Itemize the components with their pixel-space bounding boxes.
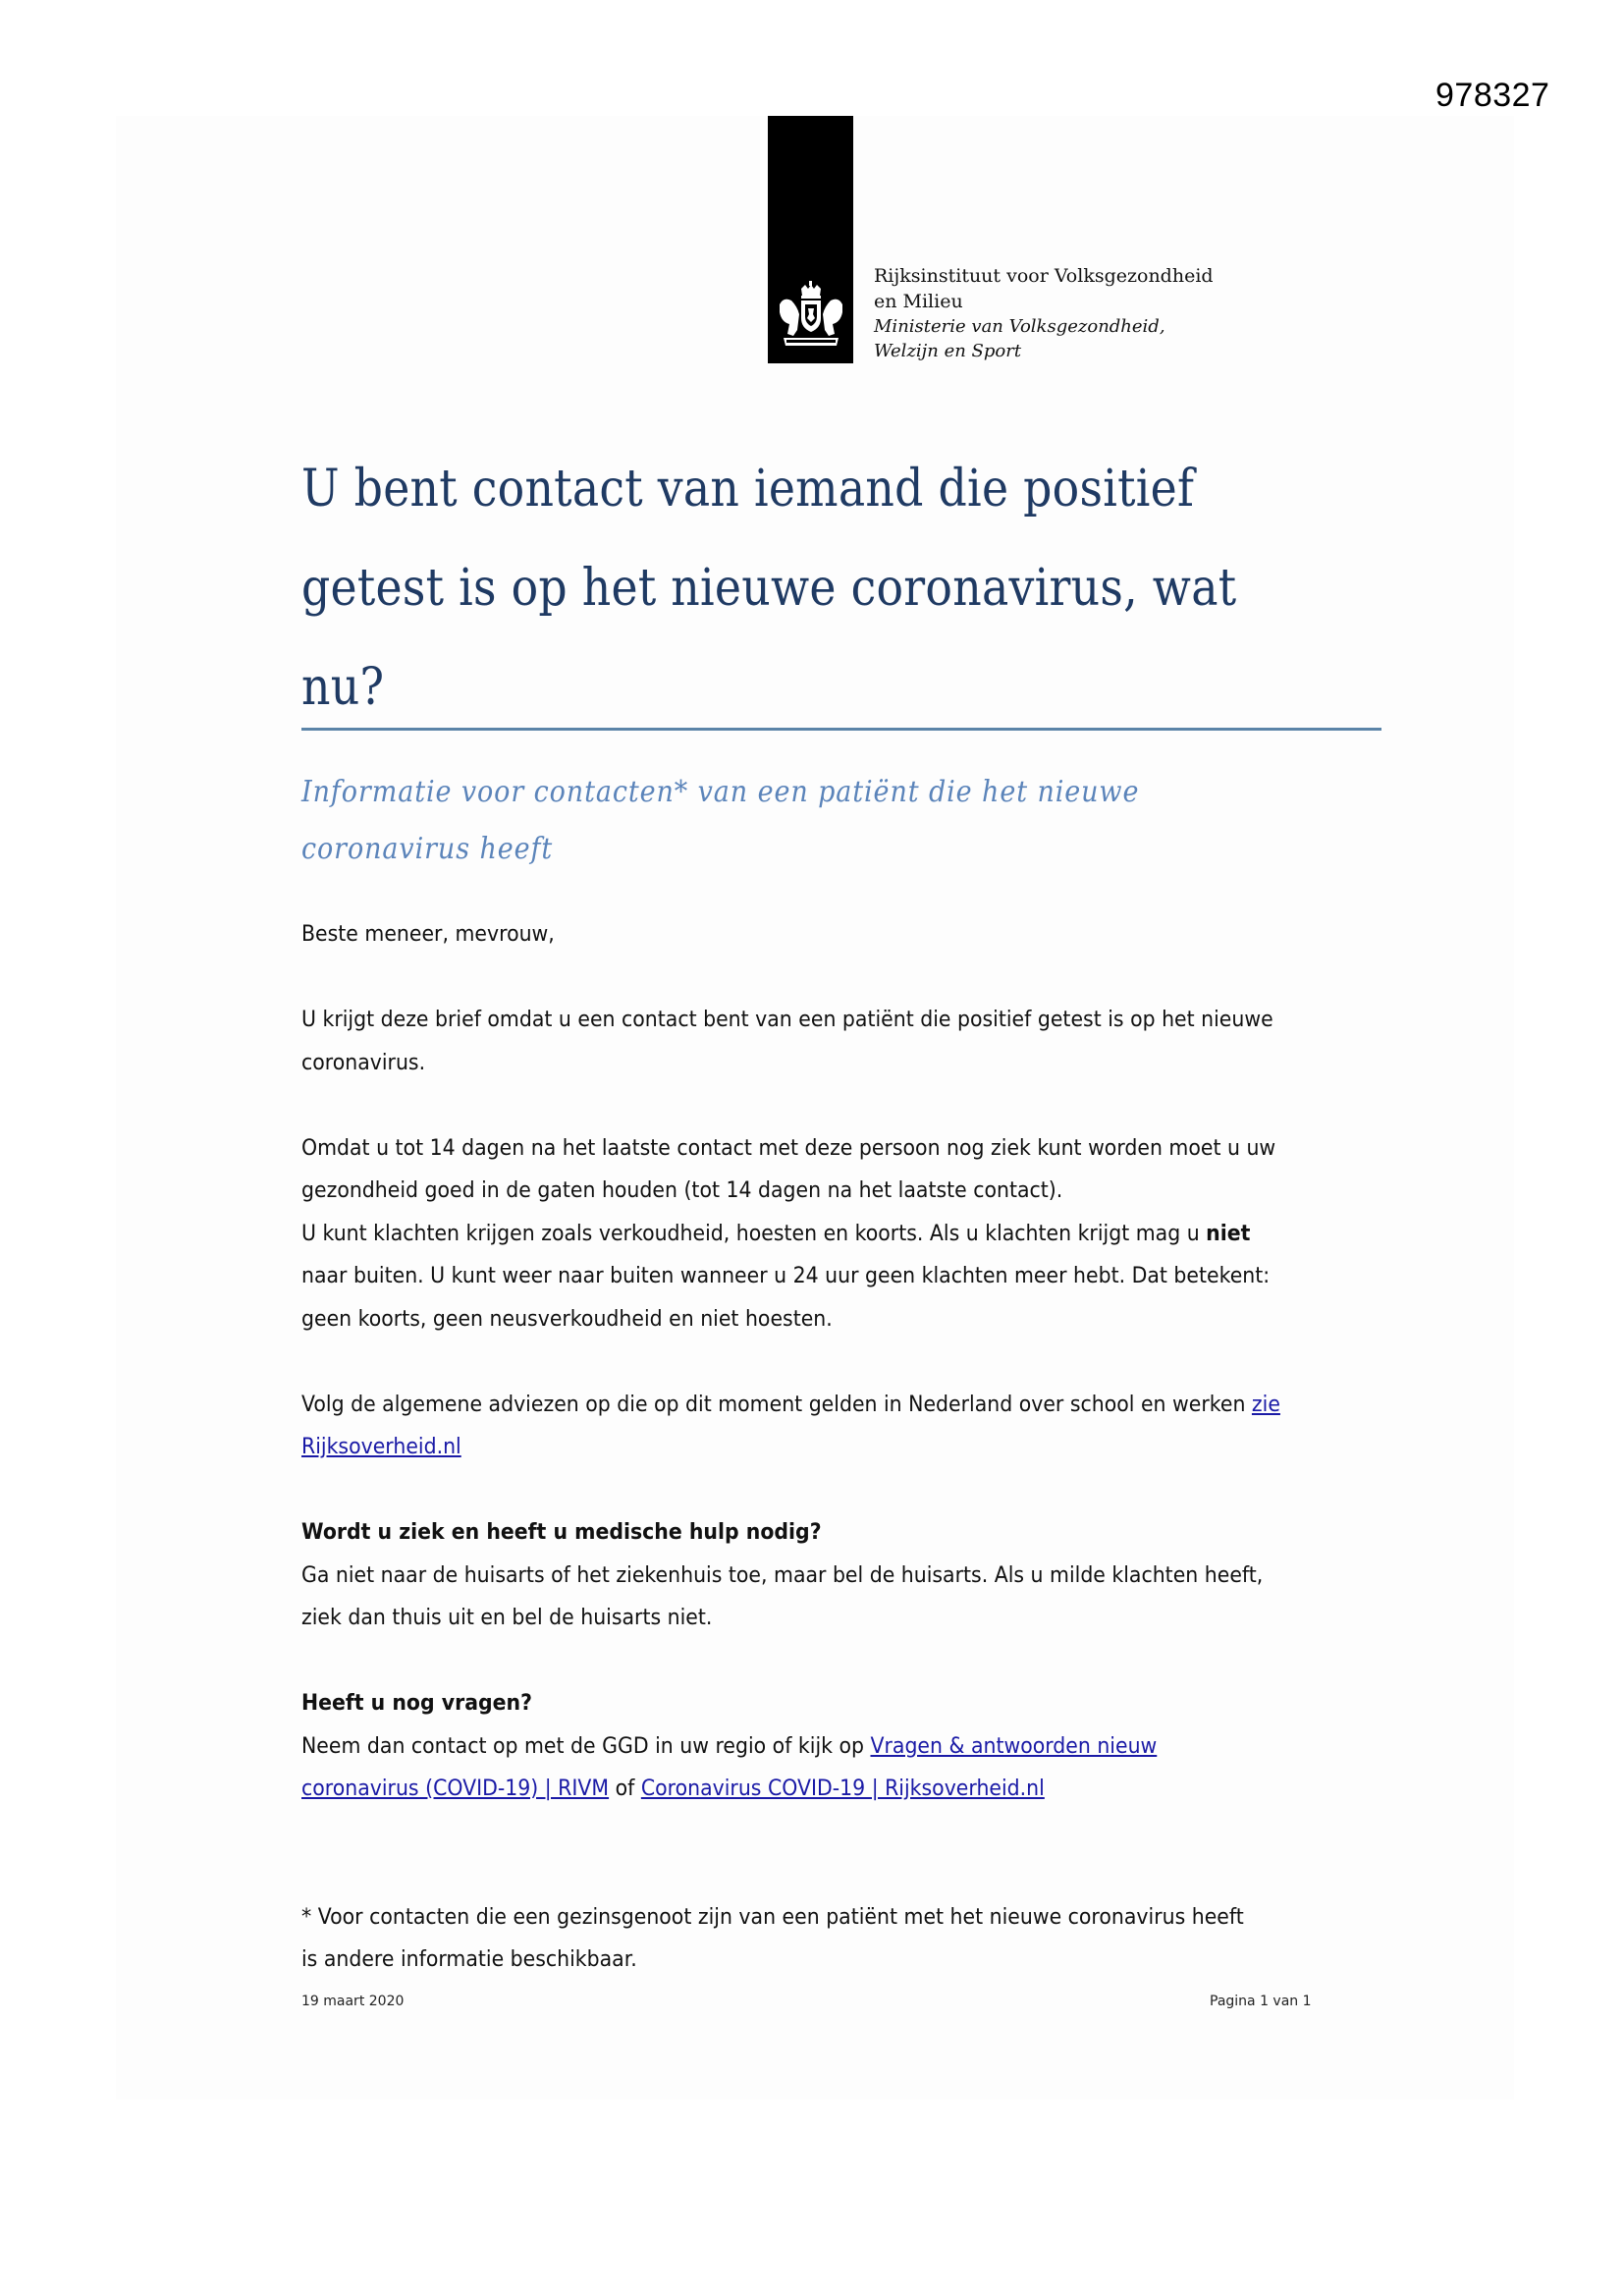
rijksoverheid-covid-link[interactable]: Coronavirus COVID-19 | Rijksoverheid.nl bbox=[640, 1777, 1045, 1801]
footnote: * Voor contacten die een gezinsgenoot zijn van een patiënt met het nieuwe coronavirus heeft is andere informatie beschikbaar. bbox=[301, 1904, 1244, 1972]
medical-help-paragraph: Ga niet naar de huisarts of het ziekenhuis toe, maar bel de huisarts. Als u milde klachten heeft, ziek dan thuis uit en bel de huisarts niet. bbox=[301, 1562, 1264, 1630]
document-id: 978327 bbox=[1435, 77, 1550, 114]
title-line: getest is op het nieuwe coronavirus, wat bbox=[301, 559, 1237, 618]
section-heading-medical-help: Wordt u ziek en heeft u medische hulp nodig? bbox=[301, 1520, 822, 1545]
title-line: nu? bbox=[301, 658, 385, 717]
rijksoverheid-link[interactable]: zie Rijksoverheid.nl bbox=[301, 1392, 1280, 1459]
rivm-qa-link[interactable]: Vragen & antwoorden nieuw coronavirus (COVID-19) | RIVM bbox=[301, 1733, 1158, 1801]
title-line: U bent contact van iemand die positief bbox=[301, 460, 1195, 519]
advice-paragraph: Volg de algemene adviezen op die op dit moment gelden in Nederland over school en werken zie Rijksoverheid.nl bbox=[301, 1392, 1280, 1459]
subtitle bbox=[301, 764, 1318, 878]
intro-paragraph: U krijgt deze brief omdat u een contact bent van een patiënt die positief getest is op het nieuwe coronavirus. bbox=[301, 1008, 1273, 1075]
coat-of-arms-icon bbox=[774, 279, 848, 352]
page-title bbox=[301, 440, 1270, 738]
section-heading-questions: Heeft u nog vragen? bbox=[301, 1691, 532, 1716]
subtitle-line: coronavirus heeft bbox=[301, 832, 554, 866]
ministry-name-line1: Ministerie van Volksgezondheid, bbox=[874, 316, 1165, 337]
questions-paragraph: Neem dan contact op met de GGD in uw regio of kijk op Vragen & antwoorden nieuw coronavirus (COVID-19) | RIVM of Coronavirus COVID-19 | Rijksoverheid.nl bbox=[301, 1733, 1158, 1801]
emphasis-niet: niet bbox=[1206, 1221, 1251, 1246]
ministry-name-line2: Welzijn en Sport bbox=[874, 341, 1022, 361]
symptoms-paragraph: Omdat u tot 14 dagen na het laatste contact met deze persoon nog ziek kunt worden moet u uw gezondheid goed in de gaten houden (tot 14 dagen na het laatste contact). U kunt klachten krijgen zoals verkoudheid, hoesten en koorts. Als u klachten krijgt mag u niet naar buiten. U kunt weer naar buiten wanneer u 24 uur geen klachten meer hebt. Dat betekent: geen koorts, geen neusverkoudheid en niet hoesten. bbox=[301, 1135, 1276, 1332]
salutation: Beste meneer, mevrouw, bbox=[301, 922, 555, 947]
logo-bar bbox=[768, 116, 853, 363]
footer-page-number: Pagina 1 van 1 bbox=[1210, 1994, 1312, 2009]
institute-name-line1: Rijksinstituut voor Volksgezondheid bbox=[874, 265, 1214, 287]
footer-date: 19 maart 2020 bbox=[301, 1994, 405, 2009]
letter-body bbox=[301, 913, 1388, 1982]
logo-text bbox=[874, 263, 1214, 363]
institute-name-line2: en Milieu bbox=[874, 291, 963, 312]
subtitle-line: Informatie voor contacten* van een patiënt die het nieuwe bbox=[301, 775, 1140, 809]
title-divider bbox=[301, 728, 1381, 731]
